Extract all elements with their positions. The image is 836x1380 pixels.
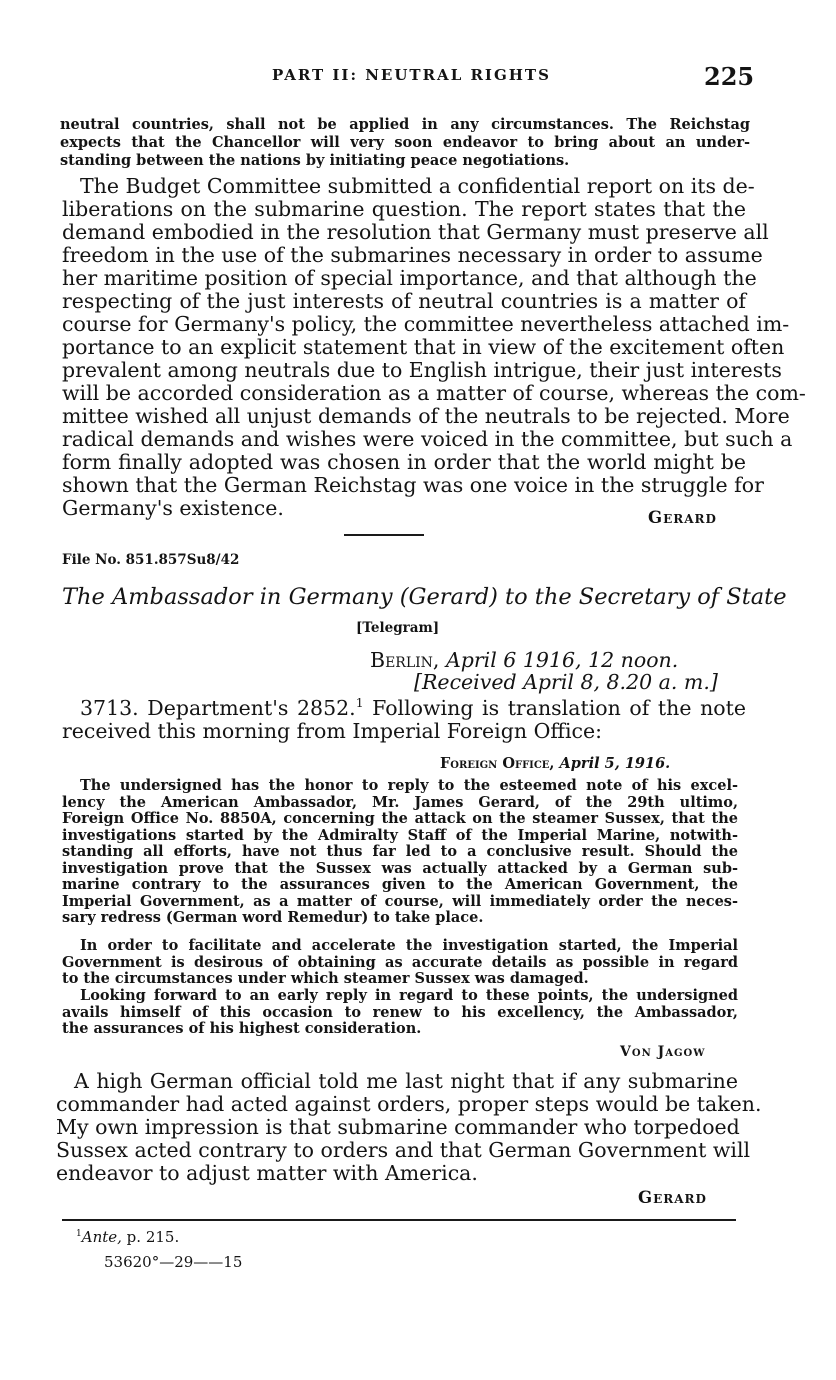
telegram-intro (62, 697, 746, 743)
text-line: expects that the Chancellor will very soon endeavor to bring about an under- (60, 134, 750, 151)
footnote-ante: Ante, (81, 1228, 122, 1246)
text-line: Foreign Office No. 8850A, concerning the attack on the steamer Sussex, that the (62, 810, 738, 827)
text-line: The Budget Committee submitted a confidential report on its de- (80, 174, 755, 198)
note-paragraph-2 (62, 938, 738, 988)
text-line: endeavor to adjust matter with America. (56, 1161, 478, 1185)
file-number: File No. 851.857Su8/42 (62, 552, 240, 568)
text-line: radical demands and wishes were voiced in the committee, but such a (62, 427, 793, 451)
text-line: the assurances of his highest consideration. (62, 1020, 422, 1037)
footnote-rule (62, 1219, 736, 1221)
text-line: investigation prove that the Sussex was actually attacked by a German sub- (62, 859, 738, 877)
footnote-ref: 1 (355, 696, 364, 711)
text-line: to the circumstances under which steamer Sussex was damaged. (62, 970, 589, 987)
text-line: My own impression is that submarine commander who torpedoed (56, 1115, 740, 1139)
signature-gerard: Gerard (648, 508, 717, 527)
text-line: The undersigned has the honor to reply to the esteemed note of his excel- (80, 777, 738, 794)
text-line: neutral countries, shall not be applied in any circumstances. The Reichstag (60, 116, 750, 133)
dateline (370, 648, 678, 672)
text-line: her maritime position of special importance, and that although the (62, 266, 757, 290)
text-line: standing all efforts, have not thus far led to a conclusive result. Should the (62, 843, 738, 860)
signature-gerard-2: Gerard (638, 1188, 707, 1207)
text-line: standing between the nations by initiating peace negotiations. (60, 152, 570, 169)
text-line: lency the American Ambassador, Mr. James Gerard, of the 29th ultimo, (62, 793, 738, 811)
text-line: marine contrary to the assurances given to the American Government, the (62, 876, 738, 893)
received-line: [Received April 8, 8.20 a. m.] (414, 670, 718, 694)
running-head: PART II: NEUTRAL RIGHTS (272, 66, 551, 84)
text-line: course for Germany's policy, the committee nevertheless attached im- (62, 312, 790, 336)
continued-paragraph (60, 116, 750, 170)
budget-committee-paragraph (62, 174, 806, 520)
closing-paragraph (56, 1069, 762, 1185)
text-line: will be accorded consideration as a matter of course, whereas the com- (62, 381, 806, 405)
text-line: mittee wished all unjust demands of the neutrals to be rejected. More (62, 404, 790, 428)
text-line: A high German official told me last night that if any submarine (74, 1069, 738, 1093)
text-line: liberations on the submarine question. The report states that the (62, 197, 746, 221)
telegram-text: Following is translation of the note (363, 696, 746, 720)
text-line: Looking forward to an early reply in regard to these points, the undersigned (80, 987, 738, 1004)
text-line: Imperial Government, as a matter of course, will immediately order the neces- (62, 892, 738, 910)
text-line: Government is desirous of obtaining as accurate details as possible in regard (62, 953, 738, 971)
text-line: respecting of the just interests of neutral countries is a matter of (62, 289, 746, 313)
text-line: Germany's existence. (62, 496, 284, 520)
signature-von-jagow: Von Jagow (620, 1044, 706, 1060)
text-line: In order to facilitate and accelerate the investigation started, the Imperial (80, 937, 738, 954)
text-line: investigations started by the Admiralty Staff of the Imperial Marine, notwith- (62, 826, 738, 844)
text-line: sary redress (German word Remedur) to take place. (62, 909, 484, 926)
text-line: portance to an explicit statement that in view of the excitement often (62, 335, 785, 359)
text-line: form finally adopted was chosen in order that the world might be (62, 450, 746, 474)
footnote (76, 1228, 179, 1246)
dateline-date: April 6 1916, 12 noon. (445, 648, 679, 672)
page-number: 225 (704, 62, 755, 91)
note-paragraph-1 (62, 778, 738, 927)
note-paragraph-3 (62, 988, 738, 1038)
document-type: [Telegram] (356, 620, 440, 636)
footnote-text: p. 215. (121, 1228, 180, 1246)
text-line: avails himself of this occasion to renew to his excellency, the Ambassador, (62, 1003, 738, 1021)
print-code: 53620°—29——15 (104, 1253, 243, 1271)
text-line: commander had acted against orders, proper steps would be taken. (56, 1092, 762, 1116)
foreign-office-dateline (440, 755, 670, 772)
telegram-number: 3713. Department's 2852. (80, 696, 356, 720)
document-heading: The Ambassador in Germany (Gerard) to the Secretary of State (62, 584, 787, 610)
dateline-place: Berlin, (370, 648, 440, 672)
text-line: prevalent among neutrals due to English intrigue, their just interests (62, 358, 782, 382)
text-line: freedom in the use of the submarines necessary in order to assume (62, 243, 763, 267)
footnote-marker: 1 (76, 1229, 82, 1239)
text-line: Sussex acted contrary to orders and that German Government will (56, 1138, 751, 1162)
section-divider (344, 534, 424, 536)
text-line (62, 697, 746, 720)
text-line: demand embodied in the resolution that Germany must preserve all (62, 220, 769, 244)
foreign-office-date: April 5, 1916. (559, 755, 671, 772)
text-line: shown that the German Reichstag was one voice in the struggle for (62, 473, 764, 497)
foreign-office-place: Foreign Office, (440, 755, 555, 772)
text-line: received this morning from Imperial Foreign Office: (62, 719, 603, 743)
